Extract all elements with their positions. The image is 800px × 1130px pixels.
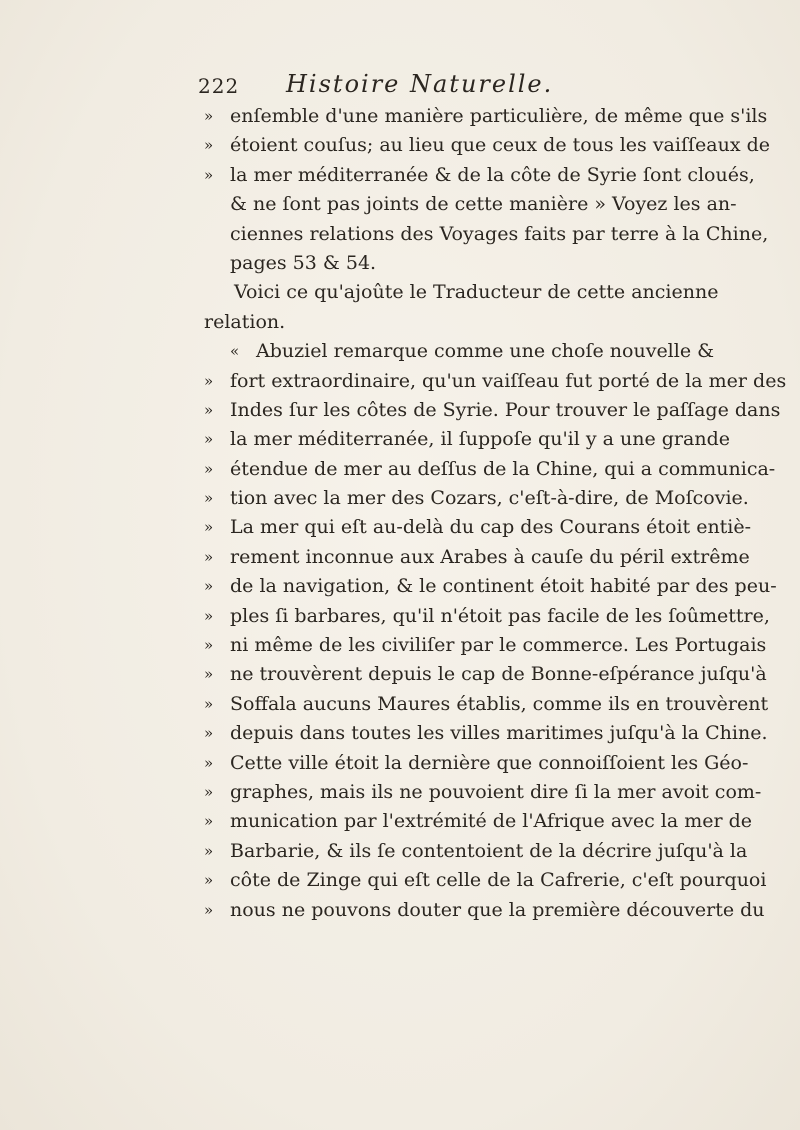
line-text: la mer méditerranée & de la côte de Syrie ſont cloués, [230,163,755,186]
text-line [204,337,715,366]
running-title: Histoire Naturelle. [286,70,554,98]
text-line [204,896,765,925]
page-header [198,70,628,104]
text-line [204,484,749,513]
continuation-quote-mark: » [204,694,214,713]
line-text: étoient couſus; au lieu que ceux de tous les vaiſſeaux de [230,134,770,157]
text-line [204,543,750,572]
line-text: relation. [204,310,286,333]
continuation-quote-mark: » [204,371,214,390]
text-line [204,278,719,307]
continuation-quote-mark: » [204,841,214,860]
continuation-quote-mark: » [204,636,214,655]
line-text: La mer qui eſt au-delà du cap des Courans étoit entiè- [230,516,752,539]
text-line [204,631,767,660]
line-text: de la navigation, & le continent étoit habité par des peu- [230,575,777,598]
text-line [204,807,753,836]
continuation-quote-mark: » [204,871,214,890]
line-text: ne trouvèrent depuis le cap de Bonne-eſpérance juſqu'à [230,663,767,686]
text-line [204,455,776,484]
line-text: nous ne pouvons douter que la première découverte du [230,898,765,921]
text-line [204,660,767,689]
line-text: Abuziel remarque comme une choſe nouvelle & [256,340,715,363]
continuation-quote-mark: » [204,459,214,478]
text-line [204,131,770,160]
continuation-quote-mark: » [204,136,214,155]
continuation-quote-mark: » [204,577,214,596]
text-line [204,719,768,748]
line-text: ciennes relations des Voyages faits par terre à la Chine, [230,222,769,245]
line-text: depuis dans toutes les villes maritimes juſqu'à la Chine. [230,722,768,745]
line-text: Indes ſur les côtes de Syrie. Pour trouver le paſſage dans [230,398,781,421]
continuation-quote-mark: » [204,724,214,743]
continuation-quote-mark: » [204,665,214,684]
continuation-quote-mark: » [204,753,214,772]
continuation-quote-mark: » [204,400,214,419]
line-text: Cette ville étoit la dernière que connoiſſoient les Géo- [230,751,749,774]
body-text [204,102,787,925]
text-line [204,220,769,249]
page-number: 222 [198,74,240,98]
text-line [204,190,737,219]
text-line [204,778,762,807]
continuation-quote-mark: » [204,107,214,125]
line-text: enſemble d'une manière particulière, de même que s'ils [230,105,768,127]
line-text: Voici ce qu'ajoûte le Traducteur de cette ancienne [234,281,719,304]
continuation-quote-mark: » [204,489,214,508]
line-text: côte de Zinge qui eſt celle de la Cafrerie, c'eſt pourquoi [230,869,767,892]
line-text: ples ſi barbares, qu'il n'étoit pas facile de les ſoûmettre, [230,604,770,627]
text-line [204,602,770,631]
open-quote-mark: « [230,342,240,361]
continuation-quote-mark: » [204,547,214,566]
text-line [204,396,781,425]
text-line [204,690,769,719]
text-line [204,749,749,778]
line-text: ni même de les civiliſer par le commerce. Les Portugais [230,634,767,657]
text-line [204,837,748,866]
line-text: la mer méditerranée, il ſuppoſe qu'il y a une grande [230,428,730,451]
line-text: rement inconnue aux Arabes à cauſe du péril extrême [230,545,750,568]
text-line [204,308,628,337]
text-line [204,425,730,454]
line-text: & ne ſont pas joints de cette manière » Voyez les an- [230,193,737,216]
continuation-quote-mark: » [204,430,214,449]
text-line [204,866,767,895]
line-text: étendue de mer au deſſus de la Chine, qui a communica- [230,457,776,480]
continuation-quote-mark: » [204,518,214,537]
line-text: Barbarie, & ils ſe contentoient de la décrire juſqu'à la [230,839,748,862]
continuation-quote-mark: » [204,900,214,919]
text-line [204,513,752,542]
line-text: Soffala aucuns Maures établis, comme ils en trouvèrent [230,692,769,715]
continuation-quote-mark: » [204,812,214,831]
continuation-quote-mark: » [204,606,214,625]
line-text: tion avec la mer des Cozars, c'eſt-à-dire, de Moſcovie. [230,487,749,510]
line-text: munication par l'extrémité de l'Afrique avec la mer de [230,810,753,833]
continuation-quote-mark: » [204,165,214,184]
text-line [204,367,787,396]
line-text: fort extraordinaire, qu'un vaiſſeau fut porté de la mer des [230,369,787,392]
continuation-quote-mark: » [204,782,214,801]
text-line [204,249,628,278]
line-text: graphes, mais ils ne pouvoient dire ſi la mer avoit com- [230,780,762,803]
line-text: pages 53 & 54. [230,251,377,274]
text-line [204,102,768,131]
text-line [204,572,777,601]
text-line [204,161,755,190]
